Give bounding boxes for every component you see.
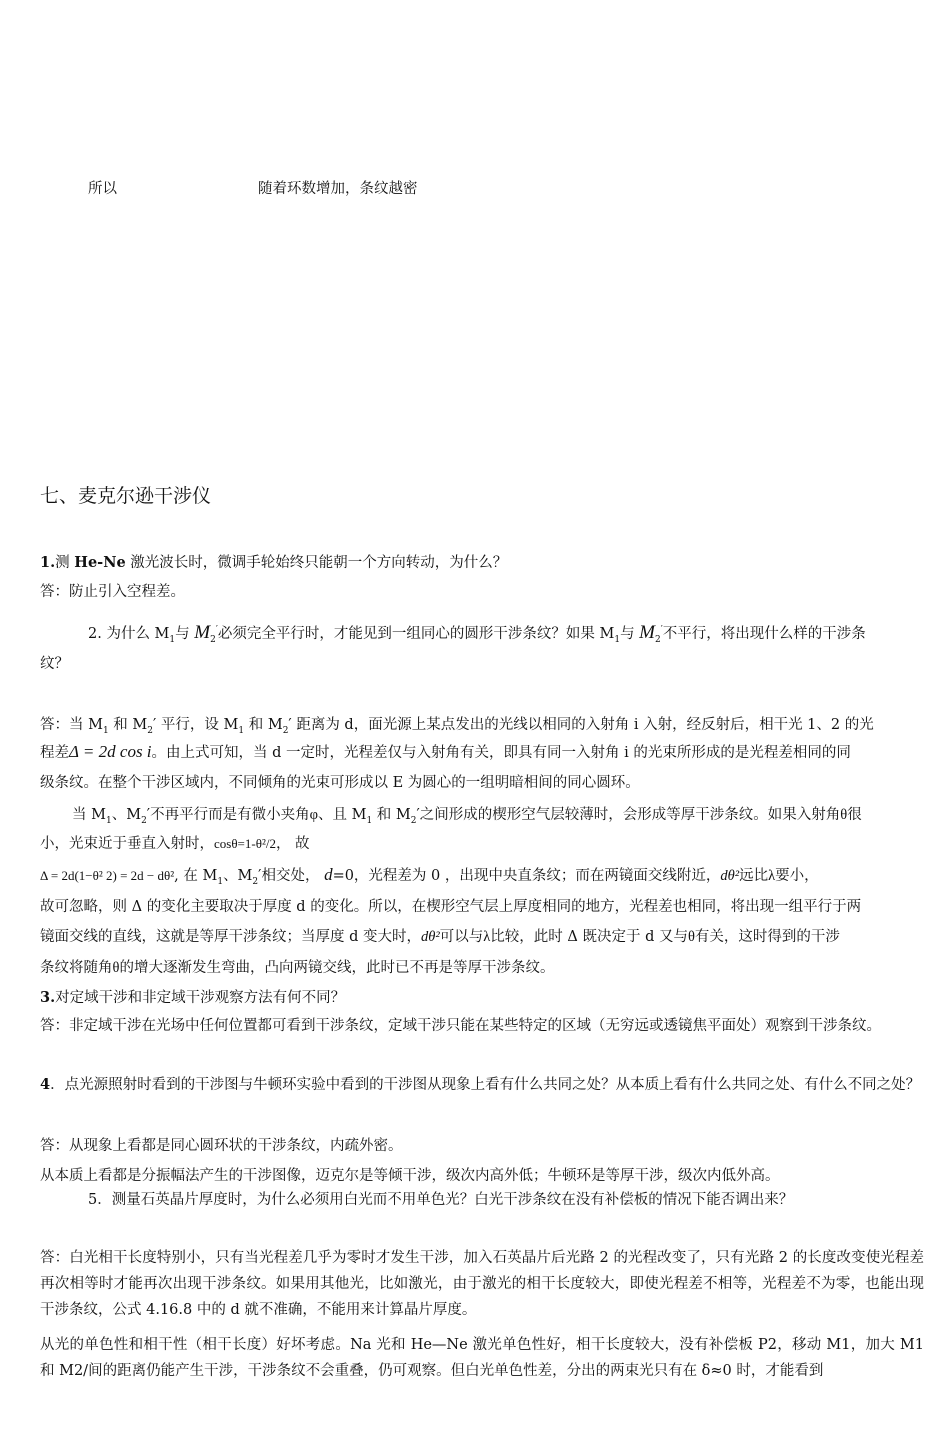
text: 小，光束近于垂直入射时， (40, 836, 214, 852)
answer-5-p2: 从光的单色性和相干性（相干长度）好坏考虑。Na 光和 He—Ne 激光单色性好，相干长度较大，没有补偿板 P2，移动 M1，加大 M1 和 M2/间的距离仍能产生干涉，干涉条纹不会重叠，仍可观察。但白光单色性差，分出的两束光只有在 δ≈0 时，才能看到 (40, 1337, 924, 1379)
phi-symbol: φ (309, 807, 318, 823)
q1-bold-term: He-Ne (74, 554, 126, 571)
subscript: 2 (282, 725, 289, 736)
text: 可以与 (439, 929, 484, 945)
math-symbol: M (194, 622, 211, 643)
answer-1: 答：防止引入空程差。 (40, 584, 185, 600)
question-2-line1 (88, 622, 866, 644)
q1-prefix: 测 (55, 555, 75, 571)
text: 镜面交线的直线，这就是等厚干涉条纹；当厚度 d 变大时， (40, 929, 421, 945)
lambda-symbol: λ (768, 868, 776, 884)
subscript: 2 (252, 876, 259, 887)
answer-2-line5 (40, 832, 310, 853)
answer-4-line2: 从本质上看都是分振幅法产生的干涉图像，迈克尔是等倾干涉，级次内高外低；牛顿环是等厚干涉，级次内低外高。 (40, 1168, 780, 1184)
text: 程差 (40, 745, 69, 761)
subscript: 1 (102, 725, 109, 736)
path-difference-equation: Δ = 2d cos i (69, 742, 152, 761)
subscript: 1 (217, 876, 224, 887)
theta-symbol: θ (687, 929, 695, 945)
text: 和 M (108, 717, 148, 733)
text: ′之间形成的楔形空气层较薄时，会形成等厚干涉条纹。如果入射角 (416, 807, 841, 823)
question-3 (40, 986, 345, 1007)
section-title: 七、麦克尔逊干涉仪 (40, 485, 212, 507)
q4-text: ．点光源照射时看到的干涉图与牛顿环实验中看到的干涉图从现象上看有什么共同之处？从本质上看有什么共同之处、有什么不同之处？ (50, 1077, 921, 1093)
text: 和 M (244, 717, 283, 733)
q1-number: 1. (40, 554, 56, 571)
answer-2-line4 (72, 803, 862, 824)
text: 答：当 M (40, 717, 103, 733)
question-2-line2: 纹？ (40, 656, 69, 672)
text: ， 故 (275, 836, 310, 852)
text: 远比 (739, 868, 769, 884)
lambda-symbol: λ (483, 929, 491, 945)
answer-2-line6 (40, 864, 819, 885)
cos-approximation: cosθ=1-θ²/2 (214, 836, 276, 851)
q2-part: 与 (620, 626, 635, 642)
text: =0，光程差为 0 ，出现中央直条纹；而在两镜面交线附近， (332, 868, 721, 884)
text: 和 M (372, 807, 411, 823)
text: 条纹将随角 (40, 960, 113, 976)
q1-text: 激光波长时，微调手轮始终只能朝一个方向转动，为什么？ (125, 555, 508, 571)
theta-symbol: θ (840, 807, 848, 823)
q2-part: 2. 为什么 M (88, 626, 170, 642)
text: 很 (847, 807, 862, 823)
math-symbol: dθ² (720, 868, 740, 884)
subscript: 2 (410, 815, 417, 826)
answer-2-line2 (40, 741, 851, 762)
subscript: 2 (141, 815, 147, 826)
answer-4-line1: 答：从现象上看都是同心圆环状的干涉条纹，内疏外密。 (40, 1138, 403, 1154)
top-conclusion: 随着环数增加，条纹越密 (258, 181, 418, 197)
answer-2-line8 (40, 925, 840, 946)
subscript: 1 (614, 634, 621, 645)
subscript: 1 (366, 815, 373, 826)
text: 、M (223, 868, 253, 884)
subscript: 1 (169, 634, 176, 645)
text: 的增大逐渐发生弯曲，凸向两镜交线，此时已不再是等厚干涉条纹。 (119, 960, 555, 976)
answer-2-line9 (40, 956, 554, 977)
text: 要小， (775, 868, 819, 884)
subscript: 2 (210, 634, 216, 645)
subscript: 1 (105, 815, 112, 826)
q3-text: 对定域干涉和非定域干涉观察方法有何不同？ (55, 990, 346, 1006)
text: ′ 平行，设 M (153, 717, 239, 733)
math-symbol: M (639, 622, 655, 643)
so-label: 所以 (88, 181, 117, 197)
theta-symbol: θ (112, 960, 120, 976)
answer-5-p1: 答：白光相干长度特别小，只有当光程差几乎为零时才发生干涉，加入石英晶片后光路 2 的光程改变了，只有光路 2 的长度改变使光程差再次相等时才能再次出现干涉条纹。如果用其他光，比如激光，由于激光的相干长度较大，即使光程差不相等，光程差不为零，也能出现干涉条纹，公式 4.16.8 中的 d 就不准确，不能用来计算晶片厚度。 (40, 1250, 924, 1318)
question-5: 5．测量石英晶片厚度时，为什么必须用白光而不用单色光？白光干涉条纹在没有补偿板的情况下能否调出来？ (88, 1192, 794, 1208)
text: 、且 M (317, 807, 367, 823)
text: ′ 距离为 d，面光源上某点发出的光线以相同的入射角 i 入射，经反射后，相干光 1、2 的光 (288, 717, 874, 733)
subscript: 1 (238, 725, 245, 736)
text: 有关，这时得到的干涉 (694, 929, 840, 945)
subscript: 2 (147, 725, 154, 736)
q2-part: 必须完全平行时，才能见到一组同心的圆形干涉条纹？如果 M (217, 626, 615, 642)
text: 比较，此时 Δ 既决定于 d 又与 (490, 929, 688, 945)
math-symbol: d (324, 865, 333, 884)
answer-2-line3: 级条纹。在整个干涉区域内，不同倾角的光束可形成以 E 为圆心的一组明暗相间的同心圆环。 (40, 775, 640, 791)
math-symbol: dθ² (421, 929, 440, 945)
prime-mark: ′ (215, 625, 218, 636)
q4-number: 4 (40, 1076, 51, 1093)
text: , 在 M (174, 868, 218, 884)
subscript: 2 (655, 634, 661, 645)
q3-number: 3. (40, 989, 56, 1006)
text: 、M (111, 807, 142, 823)
q2-part: 不平行，将出现什么样的干涉条 (662, 626, 866, 642)
answer-2-line7: 故可忽略，则 Δ 的变化主要取决于厚度 d 的变化。所以，在楔形空气层上厚度相同的地方，光程差也相同，将出现一组平行于两 (40, 899, 862, 915)
q2-part: 与 (175, 626, 190, 642)
prime-mark: ′ (660, 625, 663, 636)
question-4 (40, 1072, 924, 1098)
delta-equation: Δ = 2d(1−θ² 2) = 2d − dθ² (40, 868, 175, 883)
text: ′不再平行而是有微小夹角 (146, 807, 310, 823)
text: 当 M (72, 807, 106, 823)
answer-2-line1 (40, 713, 874, 734)
answer-3: 答：非定域干涉在光场中任何位置都可看到干涉条纹，定域干涉只能在某些特定的区域（无穷远或透镜焦平面处）观察到干涉条纹。 (40, 1018, 881, 1034)
question-1 (40, 551, 507, 572)
text: ′相交处， (258, 868, 320, 884)
text: 。由上式可知，当 d 一定时，光程差仅与入射角有关，即具有同一入射角 i 的光束所形成的是光程差相同的同 (151, 745, 851, 761)
